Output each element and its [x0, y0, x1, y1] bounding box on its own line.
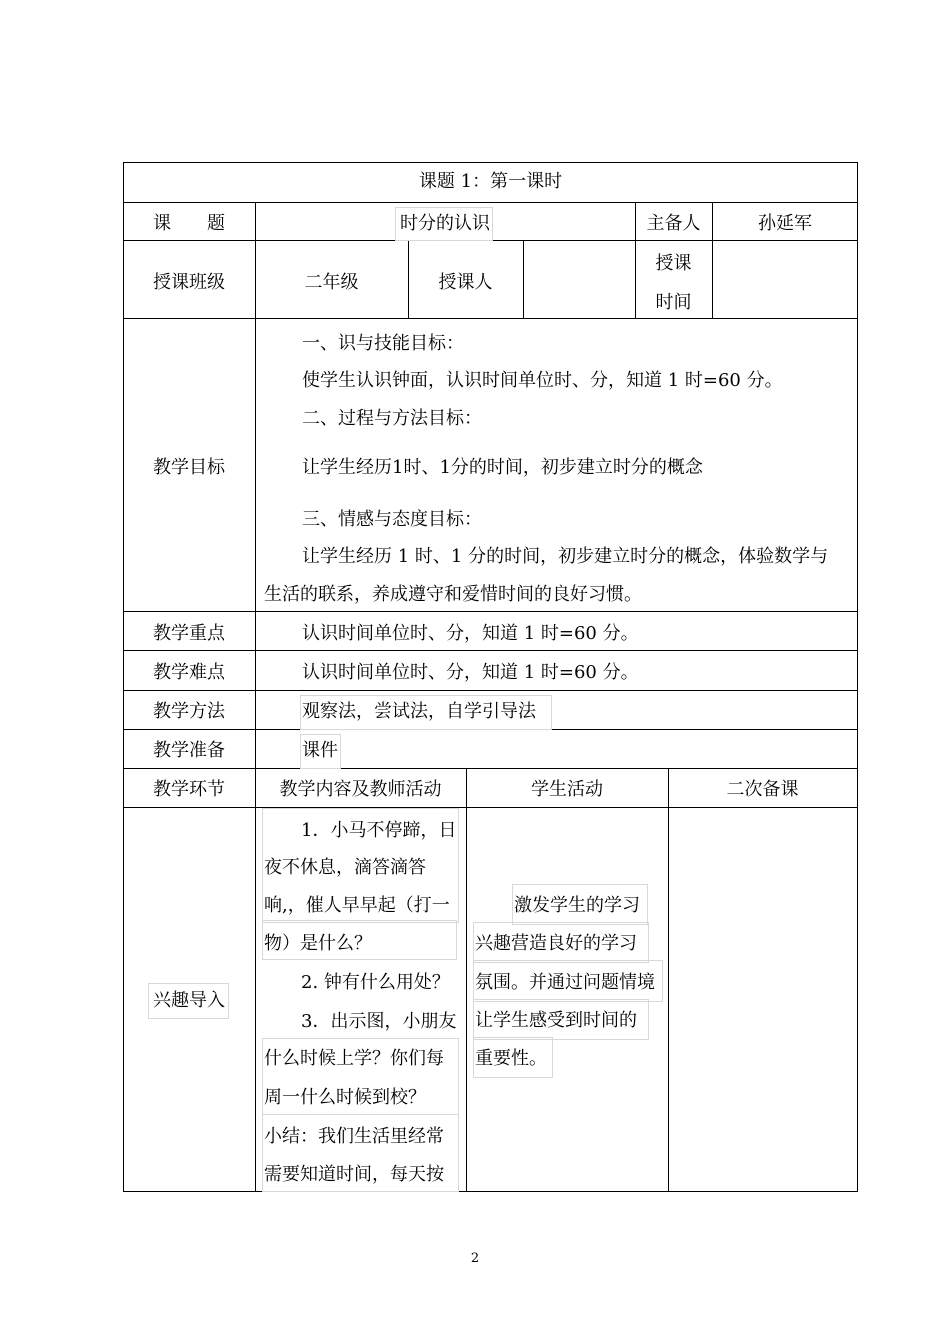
student-activity-line: 氛围。并通过问题情境 — [475, 972, 655, 993]
table-border-right — [857, 162, 858, 1192]
intro-content-line: 2. 钟有什么用处？ — [301, 972, 450, 993]
column-divider — [668, 768, 669, 1192]
topic-value: 时分的认识 — [400, 213, 490, 234]
lesson-title: 课题 1：第一课时 — [418, 171, 563, 192]
student-activity-line: 重要性。 — [475, 1048, 547, 1069]
row-divider — [123, 768, 858, 769]
intro-content-line: 响,，催人早早起（打一 — [264, 895, 450, 916]
objective-line: 让学生经历 1 时、1 分的时间，初步建立时分的概念，体验数学与 — [302, 546, 829, 567]
intro-content-line: 3．出示图，小朋友 — [301, 1011, 457, 1032]
student-activity-line: 激发学生的学习 — [514, 895, 640, 916]
time-label-line1: 授课 — [655, 253, 692, 274]
time-label-line2: 时间 — [655, 292, 692, 313]
class-value: 二年级 — [304, 272, 359, 293]
column-header-student: 学生活动 — [531, 779, 603, 800]
objectives-label: 教学目标 — [153, 457, 225, 478]
objective-line: 一、识与技能目标： — [302, 333, 464, 354]
column-header-stage: 教学环节 — [153, 779, 225, 800]
intro-content-line: 夜不休息，滴答滴答 — [264, 857, 426, 878]
key-point-value: 认识时间单位时、分，知道 1 时=60 分。 — [302, 623, 639, 644]
preparation-value: 课件 — [302, 740, 338, 761]
objective-line: 二、过程与方法目标： — [302, 408, 482, 429]
class-label: 授课班级 — [153, 272, 225, 293]
method-label: 教学方法 — [153, 701, 225, 722]
intro-stage-label: 兴趣导入 — [153, 990, 225, 1011]
column-header-content: 教学内容及教师活动 — [279, 779, 442, 800]
objective-line: 三、情感与态度目标： — [302, 509, 482, 530]
objective-line: 生活的联系，养成遵守和爱惜时间的良好习惯。 — [264, 584, 642, 605]
difficulty-value: 认识时间单位时、分，知道 1 时=60 分。 — [302, 662, 639, 683]
student-activity-line: 兴趣营造良好的学习 — [475, 933, 637, 954]
row-divider — [123, 202, 858, 203]
difficulty-label: 教学难点 — [153, 662, 225, 683]
intro-content-line: 周一什么时候到校？ — [264, 1087, 426, 1108]
objective-line: 使学生认识钟面，认识时间单位时、分，知道 1 时=60 分。 — [302, 370, 783, 391]
intro-content-line: 物）是什么？ — [264, 933, 372, 954]
method-value: 观察法，尝试法，自学引导法 — [302, 701, 536, 722]
preparation-label: 教学准备 — [153, 740, 225, 761]
topic-label: 课 题 — [153, 213, 225, 234]
intro-content-line: 什么时候上学？你们每 — [264, 1048, 444, 1069]
student-activity-line: 让学生感受到时间的 — [475, 1010, 637, 1031]
intro-content-line: 小结：我们生活里经常 — [264, 1126, 444, 1147]
objective-line: 让学生经历1时、1分的时间，初步建立时分的概念 — [302, 457, 703, 478]
column-divider — [255, 202, 256, 1192]
column-header-revision: 二次备课 — [726, 779, 799, 800]
row-divider — [123, 318, 858, 319]
preparer-value: 孙延军 — [758, 213, 812, 234]
page-number: 2 — [470, 1251, 480, 1266]
row-divider — [123, 690, 858, 691]
key-point-label: 教学重点 — [153, 623, 225, 644]
table-border-top — [123, 162, 858, 163]
row-divider — [123, 650, 858, 651]
teacher-label: 授课人 — [438, 272, 493, 293]
table-border-bottom — [123, 1191, 858, 1192]
column-divider — [466, 768, 467, 1192]
intro-content-line: 1．小马不停蹄，日 — [301, 820, 457, 841]
row-divider — [123, 611, 858, 612]
row-divider — [123, 807, 858, 808]
intro-content-line: 需要知道时间，每天按 — [264, 1164, 444, 1185]
preparer-label: 主备人 — [646, 213, 701, 234]
column-divider — [523, 240, 524, 319]
